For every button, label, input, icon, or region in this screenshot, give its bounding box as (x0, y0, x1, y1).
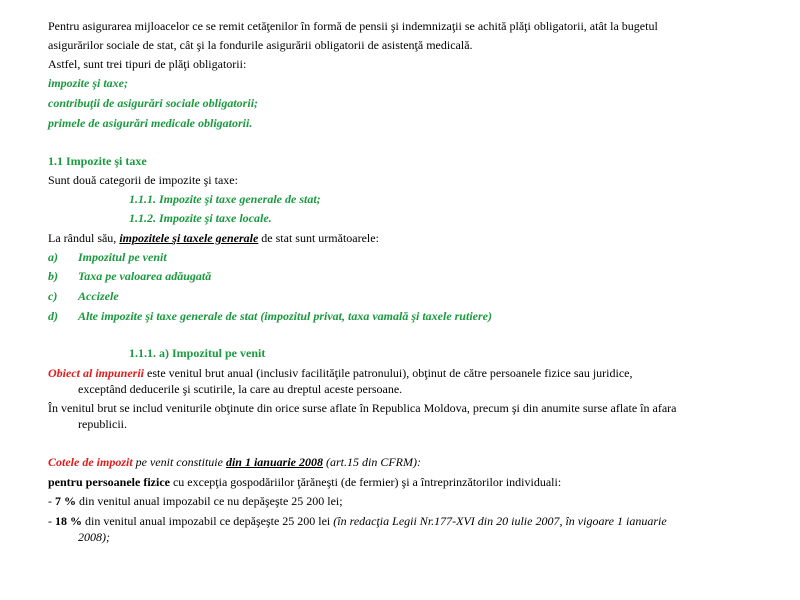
list-item (48, 249, 167, 265)
list-label: b) (48, 269, 58, 283)
list-text: Accizele (78, 289, 119, 303)
rate-text: din venitul anual impozabil ce nu depăşeşte 25 200 lei; (76, 494, 343, 508)
intro-line-2: asigurărilor sociale de stat, cât şi la fondurile asigurării obligatorii de asistenţă medicală. (48, 38, 473, 52)
persons-text: cu excepţia gospodăriilor ţărăneşti (de fermier) şi a întreprinzătorilor individuali: (169, 475, 562, 489)
intro-line-3: Astfel, sunt trei tipuri de plăţi obligatorii: (48, 57, 247, 71)
general-suffix: de stat sunt următoarele: (258, 231, 379, 245)
rates-text: pe venit constituie (132, 455, 226, 469)
rates-line (48, 454, 421, 470)
general-prefix: La rândul său, (48, 231, 120, 245)
object-label: Obiect al impunerii (48, 366, 144, 380)
rate-dash: - (48, 514, 55, 528)
rate-text: din venitul anual impozabil ce depăşeşte 25 200 lei (82, 514, 334, 528)
category-1-1-2: 1.1.2. Impozite şi taxe locale. (129, 211, 272, 225)
section-heading-1-1-1: 1.1.1. a) Impozitul pe venit (129, 346, 266, 360)
object-line (48, 365, 632, 381)
object-line-cont: exceptând deducerile şi scutirile, la care au dreptul aceste persoane. (78, 382, 403, 396)
list-label: c) (48, 289, 58, 303)
list-label: a) (48, 250, 58, 264)
rate-note: (în redacţia Legii Nr.177-XVI din 20 iulie 2007, în vigoare 1 ianuarie (333, 514, 667, 528)
rate-dash: - (48, 494, 55, 508)
persons-line (48, 474, 561, 490)
rate-note-cont: 2008); (78, 530, 110, 544)
persons-bold: pentru persoanele fizice (48, 475, 170, 489)
object-text: este venitul brut anual (inclusiv facilităţile patronului), obţinut de către persoanele fizice sau juridice, (144, 366, 633, 380)
gross-income-line: În venitul brut se includ veniturile obţinute din orice surse aflate în Republica Moldova, precum şi din anumite surse aflate în afara (48, 401, 677, 415)
category-1-1-1: 1.1.1. Impozite şi taxe generale de stat; (129, 192, 321, 206)
list-text: Impozitul pe venit (78, 250, 167, 264)
list-text: Taxa pe valoarea adăugată (78, 269, 212, 283)
rates-date: din 1 ianuarie 2008 (225, 455, 323, 469)
rate-percent: 7 % (55, 494, 76, 508)
section-1-1-intro: Sunt două categorii de impozite şi taxe: (48, 173, 238, 187)
rates-label: Cotele de impozit (48, 455, 133, 469)
list-text: Alte impozite şi taxe generale de stat (impozitul privat, taxa vamală şi taxele rutiere) (78, 309, 492, 323)
gross-income-cont: republicii. (78, 417, 127, 431)
list-item (48, 268, 211, 284)
rates-ref: (art.15 din CFRM): (323, 455, 421, 469)
list-item (48, 308, 492, 324)
list-item (48, 288, 119, 304)
rate-percent: 18 % (55, 514, 82, 528)
general-emph: impozitele şi taxele generale (119, 231, 259, 245)
payment-type-3: primele de asigurări medicale obligatorii. (48, 116, 253, 130)
rate-line-1 (48, 493, 343, 509)
intro-line-1: Pentru asigurarea mijloacelor ce se remit cetăţenilor în formă de pensii şi indemnizaţii se achită plăţi obligatorii, atât la bugetul (48, 19, 658, 33)
section-heading-1-1: 1.1 Impozite şi taxe (48, 154, 147, 168)
payment-type-2: contribuţii de asigurări sociale obligatorii; (48, 96, 259, 110)
rate-line-2 (48, 513, 667, 529)
list-label: d) (48, 309, 58, 323)
general-taxes-line (48, 230, 379, 246)
payment-type-1: impozite şi taxe; (48, 76, 128, 90)
